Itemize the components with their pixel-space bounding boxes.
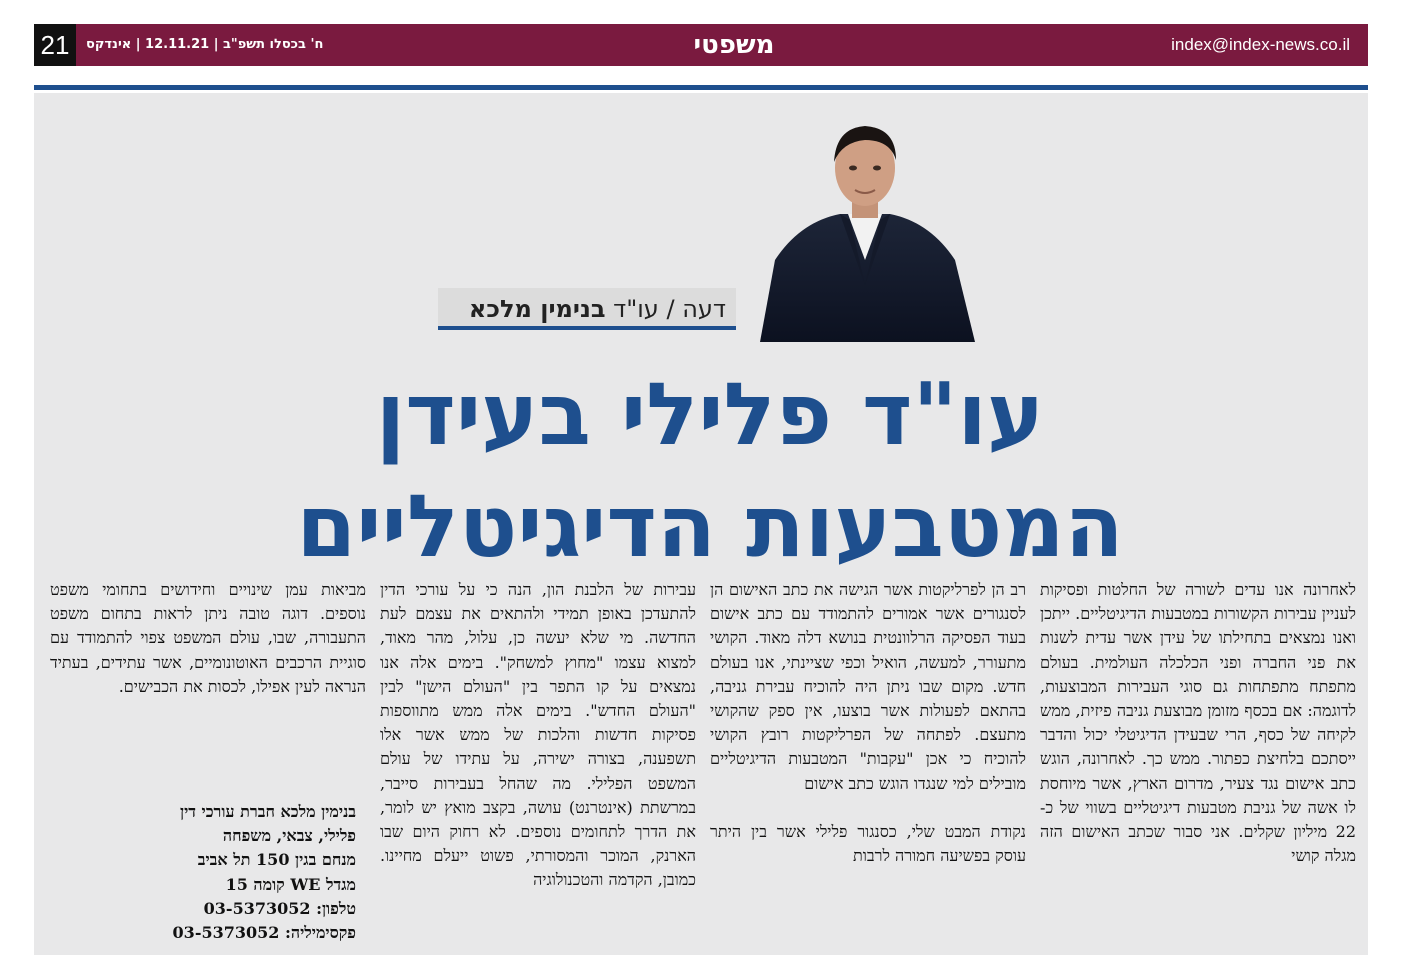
signature-firm: בנימין מלכא חברת עורכי דין (180, 802, 356, 821)
header-divider (34, 85, 1368, 90)
article-column-3 (380, 578, 696, 893)
column-4-text: מביאות עמן שינויים וחידושים בתחומי משפט נוספים. דוגה טובה ניתן לראות בתחום משפט התעבורה, שבו, עולם המשפט צפוי להתמודד עם סוגיית הרכבים האוטונומיים, אשר עתידים, בעתיד הנראה לעין אפילו, לכסות את הכבישים. (50, 580, 366, 696)
headline-line-1: עו"ד פלילי בעידן (375, 365, 1045, 465)
byline-title: עו"ד (613, 295, 659, 323)
column-2-text-continued: נקודת המבט שלי, כסנגור פלילי אשר בין היתר עוסק בפשיעה חמורה לרבות (710, 821, 1026, 866)
page-number: 21 (34, 24, 76, 66)
signature-fax: פקסימיליה: 03-5373052 (172, 923, 356, 943)
article-column-2 (710, 578, 1026, 868)
article-column-1 (1040, 578, 1356, 868)
article-column-4 (50, 578, 366, 699)
column-2-text: רב הן לפרליקטות אשר הגישה את כתב האישום הן לסנגורים אשר אמורים להתמודד עם כתב אישום בעוד הפסיקה הרלוונטית בנושא דלה מאוד. הקושי מתעורר, למעשה, הואיל וכפי שציינתי, אנו בעולם חדש. מקום שבו ניתן היה להוכיח עבירת גניבה, בהתאם לפעולות אשר בוצעו, אין ספק שהקושי מתעצם. לפתחה של הפרליקטות רובץ הקושי להוכיח כי אכן "עקבות" המטבעות הדיגיטליים מובילים למי שנגדו הוגש כתב אישום (710, 580, 1026, 793)
author-signature (50, 800, 356, 945)
signature-phone: טלפון: 03-5373052 (203, 898, 356, 918)
signature-practice: פלילי, צבאי, משפחה (222, 826, 356, 846)
contact-email[interactable]: index@index-news.co.il (1171, 35, 1350, 54)
author-portrait (740, 110, 990, 342)
signature-address: מנחם בגין 150 תל אביב (197, 850, 356, 870)
signature-building: מגדל WE קומה 15 (225, 874, 356, 894)
headline-line-2: המטבעות הדיגיטליים (296, 477, 1124, 577)
byline-separator: / (666, 295, 675, 323)
page-header-bar (34, 24, 1368, 66)
author-byline (438, 288, 736, 330)
column-1-text: לאחרונה אנו עדים לשורה של החלטות ופסיקות לעניין עבירות הקשורות במטבעות הדיגיטליים. ייתכן ואנו נמצאים בתחילתו של עידן אשר עדית לשנות את פני החברה ופני הכלכלה העולמית. בעולם מתפתח מתפתחות גם סוגי העבירות המבוצעות, לדוגמה: אם בכסף מזומן מבוצעת גניבה פיזית, ממש לקיחה של כסף, הרי שבעידן הדיגיטלי יכול והדבר ייסתכם בלחיצת כפתור. ממש כך. לאחרונה, הוגש כתב אישום נגד צעיר, מדרום הארץ, אשר מיוחסת לו אשה של גניבת מטבעות דיגיטליים בשווי של כ- 22 מיליון שקלים. אני סבור שכתב האישום הזה מגלה קושי (1040, 580, 1356, 866)
column-3-text: עבירות של הלבנת הון, הנה כי על עורכי הדין להתעדכן באופן תמידי ולהתאים את עצמם לעת החדשה. מי שלא יעשה כן, עלול, מהר מאוד, למצוא עצמו "מחוץ למשחק". בימים אלה אנו נמצאים על קו התפר בין "העולם הישן" לבין "העולם החדש". בימים אלה ממש מתווספות פסיקות חדשות והלכות של ממש אשר אלו תשפענה, בצורה ישירה, על עתידו של עולם המשפט הפלילי. מה שהחל בעבירות סייבר, במרשתת (אינטרנט) עושה, בקצב מואץ יש לומר, את הדרך לתחומים נוספים. לא רחוק היום שבו הארנק, המוכר והמסורתי, פשוט ייעלם מחיינו. כמובן, הקדמה והטכנולוגיה (380, 580, 696, 890)
issue-dateline: ח' בכסלו תשפ"ב | 12.11.21 | אינדקס (86, 37, 324, 52)
byline-kind: דעה (682, 295, 726, 323)
byline-name: בנימין מלכא (468, 295, 606, 323)
section-title: משפטי (693, 30, 775, 60)
